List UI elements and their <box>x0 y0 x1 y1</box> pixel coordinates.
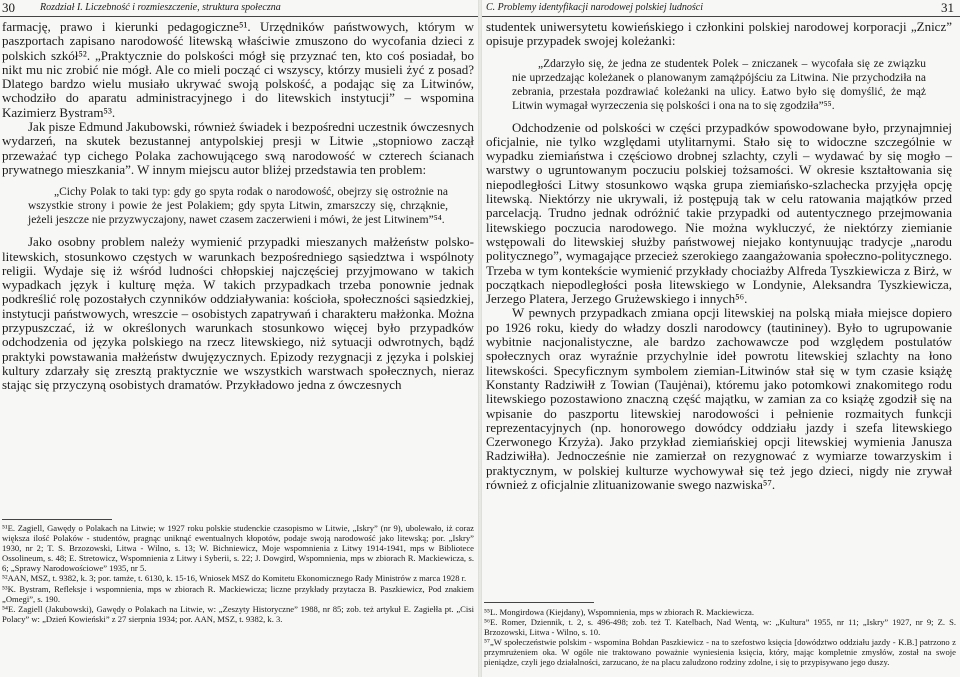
right-paragraph-1: studentek uniwersytetu kowieńskiego i członkini polskiej narodowej korporacji „Znicz” opisuje przypadek swojej koleżanki: <box>486 19 952 49</box>
right-footnotes <box>484 607 956 668</box>
right-page-body <box>486 20 952 492</box>
footnote-51: ⁵¹E. Zagiell, Gawędy o Polakach na Litwie; w 1927 roku polskie studenckie czasopismo w Litwie, „Iskry” (nr 9), ubolewało, iż coraz większa ilość Polaków - studentów, pragnąc uniknąć ewentualnych kłopotów, podaje swoją narodowość jako litewską; por. „Iskry” 1930, nr 2; T. S. Brzozowski, Litwa - Wilno, s. 13; W. Bichniewicz, Moje wspomnienia z Litwy 1914-1941, mps w Bibliotece Ossolineum, s. 48; E. Stretowicz, Wspomnienia z Litwy i Syberii, s. 22; J. Dowgird, Wspomnienia, mps w zbiorach R. Mackiewicza, s. 6; „Sprawy Narodowościowe” 1935, nr 5. <box>2 523 474 574</box>
right-running-head: C. Problemy identyfikacji narodowej polskiej ludności <box>486 2 703 13</box>
right-footnote-rule <box>484 602 594 603</box>
footnote-56: ⁵⁶E. Romer, Dziennik, t. 2, s. 496-498; zob. też T. Katelbach, Nad Wentą, w: „Kultura” 1955, nr 11; „Iskry” 1927, nr 9; Z. S. Brzozowski, Litwa - Wilno, s. 10. <box>484 617 956 638</box>
left-quote-text: „Cichy Polak to taki typ: gdy go spyta rodak o narodowość, obejrzy się ostrożnie na wszystkie strony i powie że jest Polakiem; gdy spyta Litwin, zmarszczy się, chrząknie, jeżeli jeszcze nie przyzwyczajony, nawet czasem zaczerwieni i mówi, że jest Litwinem”⁵⁴. <box>28 186 448 227</box>
left-page-number: 30 <box>2 0 15 15</box>
right-paragraph-3: W pewnych przypadkach zmiana opcji litewskiej na polską miała miejsce dopiero po 1926 roku, kiedy do władzy doszli narodowcy (tautininey). Było to ugrupowanie wybitnie nacjonalistyczne, ale bardzo zachowawcze pod względem postulatów społecznych oraz wyraźnie przychylnie ideł powrotu litewskiej szlachty na łono litewskości. Specyficznym symbolem ziemian-Litwinów stał się w tym czasie książę Konstanty Radziwiłł z Towian (Taujėnai), któremu jako potomkowi znakomitego rodu litewskiego pozostawiono znaczną część majątku, w zamian za co książę zgodził się na wpisanie do paszportu litewskiej narodowości i pełnienie rozmaitych funkcji reprezentacyjnych (np. honorowego dowódcy oddziału jazdy i szefa litewskiego Czerwonego Krzyża). Jako przykład ziemiańskiej opcji litewskiej wymienia Janusza Radziwiłła). Jednocześnie nie zamierzał on rezygnować z wymiarze towarzyskim i praktycznym, w polskiej kulturze wychowywał się też jego dzieci, nigdy nie zrywał również z oficjalnie zlituanizowanie swego nazwiska⁵⁷. <box>486 305 952 493</box>
footnote-52: ⁵²AAN, MSZ, t. 9382, k. 3; por. tamże, t. 6130, k. 15-16, Wniosek MSZ do Komitetu Ekonomicznego Rady Ministrów z marca 1928 r. <box>2 573 467 584</box>
left-page-body <box>2 20 474 393</box>
left-paragraph-3: Jako osobny problem należy wymienić przypadki mieszanych małżeństw polsko-litewskich, stosunkowo częstych w warunkach bezpośredniego sąsiedztwa i wspólnoty religii. Wydaje się iż wśród ludności chłopskiej najczęściej przyjmowano w takich wypadkach język i kulturę męża. W takich przypadkach trzeba ponownie jednak podkreślić rolę pozostałych czynników oddziaływania: kościoła, społeczności sąsiedzkiej, instytucji państwowych, wreszcie – osobistych zapatrywań i charakteru małżonka. Można przypuszczać, iż w określonych warunkach stosunkowo więcej było przypadków odchodzenia od języka polskiego na rzecz litewskiego, niż sytuacji odwrotnych, bądź praktyki powstawania małżeństw dwujęzycznych. Epizody rezygnacji z języka i polskiej kultury zdarzały się zresztą praktycznie we wszystkich warstwach społecznych, nieraz stając się przyczyną osobistych dramatów. Przykładowo jedna z ówczesnych <box>2 234 474 393</box>
left-footnote-rule <box>2 519 112 520</box>
right-page <box>482 0 960 677</box>
footnote-57: ⁵⁷„W społeczeństwie polskim - wspomina Bohdan Paszkiewicz - na to szefostwo księcia [dowództwo oddziału jazdy - K.B.] patrzono z przymrużeniem oka. W ogóle nie traktowano poważnie wyniesienia księcia, który, mając kompletnie zmysłów, został na swoje pieniądze, czyli jego działalności, zarzucano, że na placu zaludzono rodziny zdolne, i się to przypisywano jego duszy. <box>484 637 956 668</box>
left-paragraph-2: Jak pisze Edmund Jakubowski, również świadek i bezpośredni uczestnik ówczesnych wydarzeń, na skutek bezustannej antypolskiej presji w Litwie „stopniowo zaczął przeważać typ cichego Polaka zachowującego swą narodowość w czterech ścianach prywatnego mieszkania”. W innym miejscu autor bliżej przedstawia ten problem: <box>2 119 474 177</box>
left-block-quote <box>28 185 448 227</box>
footnote-54: ⁵⁴E. Zagiell (Jakubowski), Gawędy o Polakach na Litwie, w: „Zeszyty Historyczne” 1988, nr 85; zob. też artykuł E. Zagiełła pt. „Cisi Polacy” w: „Dzień Kowieński” z 27 sierpnia 1934; por. AAN, MSZ, t. 9382, k. 3. <box>2 603 474 624</box>
left-footnotes <box>2 523 474 624</box>
footnote-55: ⁵⁵L. Mongirdowa (Kiejdany), Wspomnienia, mps w zbiorach R. Mackiewicza. <box>484 607 755 617</box>
right-quote-text: „Zdarzyło się, że jedna ze studentek Polek – zniczanek – wycofała się ze związku nie uprzedzając koleżanek o planowanym zamążpójściu za Litwina. Nie przychodziła na zebrania, przestała pozdrawiać koleżanki na ulicy. Łatwo było się domyślić, że mąż Litwin wymagał wyrzeczenia się polskości i ona na to się zgodziła”⁵⁵. <box>512 57 926 112</box>
left-page <box>0 0 478 677</box>
left-page-header <box>0 2 478 17</box>
left-running-head: Rozdział I. Liczebność i rozmieszczenie, struktura społeczna <box>40 2 281 13</box>
right-page-header <box>482 2 960 17</box>
footnote-53: ⁵³K. Bystram, Refleksje i wspomnienia, mps w zbiorach R. Mackiewicza; liczne przykłady przytacza B. Paszkiewicz, Pod znakiem „Omegi”, s. 190. <box>2 583 474 604</box>
right-paragraph-2: Odchodzenie od polskości w części przypadków spowodowane było, przynajmniej oficjalnie, nie tylko względami utylitarnymi. Stało się to widoczne szczególnie w wypadku ziemiaństwa i częściowo drobnej szlachty, czyli – wydawać by się mogło – warstwy o ugruntowanym poczuciu polskiej tożsamości. W okresie kształtowania się niepodległości Litwy stosunkowo wąska grupa ziemiańsko-szlachecka przyjęła opcję litewską. Niektórzy nie ukrywali, iż postępują tak w celu ratowania majątków przed parcelacją. Trudno jednak odróżnić takie przypadki od autentycznego przejmowania litewskiego poczucia narodowego. Nie można wykluczyć, że niektórzy ziemianie wstępowali do litewskiej służby państwowej niejako kontynuując tradycje „narodu politycznego”, wymagające przecież szerokiego zaangażowania społeczno-politycznego. Trzeba w tym kontekście wymienić przykłady chociażby Alfreda Tyszkiewicza z Birż, w początkach niepodległości posła litewskiego w Londynie, Aleksandra Tyszkiewicza, Jerzego Platera, Jerzego Grużewskiego i innych⁵⁶. <box>486 119 952 307</box>
right-block-quote <box>512 57 926 113</box>
right-page-number: 31 <box>941 0 954 15</box>
left-paragraph-1: farmację, prawo i kierunki pedagogiczne⁵¹. Urzędników państwowych, którym w paszportach zapisano narodowość litewską właściwie zmuszono do wycofania dzieci z polskich szkół⁵². „Praktycznie do polskości mógł się przyznać ten, kto coś posiadał, bo nikt mu nic zrobić nie mógł. Ale co mieli począć ci wszyscy, którzy musieli żyć z posad? Dlatego bardzo wielu musiało ukrywać swoją polskość, a podając się za Litwinów, wchodziło do aparatu administracyjnego i do litewskich instytucji” – wspomina Kazimierz Bystram⁵³. <box>2 19 474 120</box>
